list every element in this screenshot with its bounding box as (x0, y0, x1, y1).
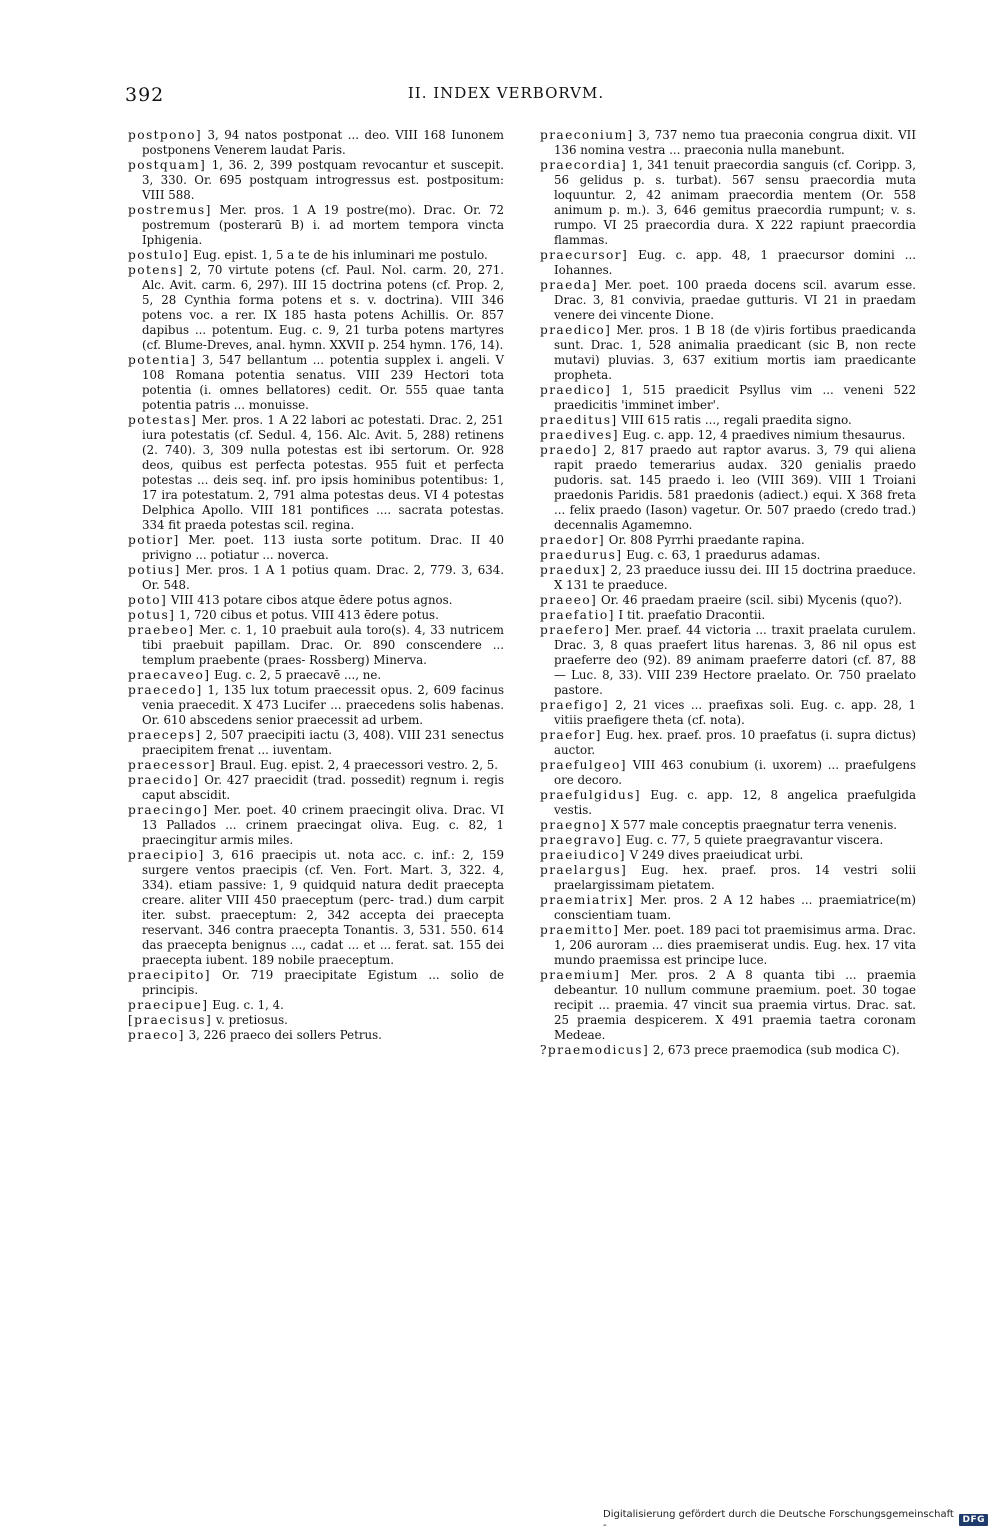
entry-lemma: postremus] (128, 203, 212, 217)
index-entry (128, 263, 504, 353)
entry-lemma: praefatio] (540, 608, 615, 622)
index-entry (128, 203, 504, 248)
entry-lemma: postquam] (128, 158, 207, 172)
entry-lemma: praefulgidus] (540, 788, 641, 802)
running-title: II. INDEX VERBORVM. (407, 84, 605, 102)
index-entry (128, 413, 504, 533)
entry-text: 2, 23 praeduce iussu dei. III 15 doctrina praeduce. X 131 te praeduce. (554, 563, 916, 592)
index-entry (128, 773, 504, 803)
entry-lemma: praedor] (540, 533, 606, 547)
entry-text: 2, 673 prece praemodica (sub modica C). (649, 1043, 900, 1057)
entry-lemma: praedives] (540, 428, 619, 442)
entry-text: Mer. poet. 40 crinem praecingit oliva. Drac. VI 13 Pallados ... crinem praecingat oliva. Eug. c. 82, 1 praecingitur armis miles. (142, 803, 504, 847)
index-entry (540, 923, 916, 968)
entry-lemma: praecaveo] (128, 668, 211, 682)
entry-lemma: potus] (128, 608, 176, 622)
entry-text: Eug. c. app. 12, 4 praedives nimium thesaurus. (618, 428, 906, 442)
entry-text: Mer. pros. 2 A 8 quanta tibi ... praemia debeantur. 10 nullum commune praemium. poet. 30 togae recipit ... praemia. 47 vincit sua praemia virtus. Drac. sat. 25 praemia despicerem. X 491 praemia taetra coronam Medeae. (554, 968, 916, 1042)
entry-lemma: [praecisus] (128, 1013, 213, 1027)
index-entry (540, 818, 916, 833)
index-entry (128, 668, 504, 683)
entry-text: v. pretiosus. (212, 1013, 288, 1027)
index-entry (540, 728, 916, 758)
entry-lemma: praecingo] (128, 803, 209, 817)
entry-lemma: postpono] (128, 128, 202, 142)
entry-text: Eug. c. 2, 5 praecavē ..., ne. (210, 668, 382, 682)
entry-lemma: praecedo] (128, 683, 203, 697)
entry-text: Eug. hex. praef. pros. 14 vestri solii praelargissimam pietatem. (554, 863, 916, 892)
entry-text: Braul. Eug. epist. 2, 4 praecessori vestro. 2, 5. (215, 758, 498, 772)
index-entry (540, 1043, 916, 1058)
entry-text: Mer. pros. 1 A 22 labori ac potestati. Drac. 2, 251 iura potestatis (cf. Sedul. 4, 156. Alc. Avit. 5, 288) retinens (2. 740). 3, 309 nulla potestas est ibi sertorum. Or. 928 deos, quibus est perfecta potestas. 955 fuit et perfecta potestas ... deis seq. inf. pro ipsis hominibus potentibus: 1, 17 ira potestatum. 2, 791 alma potestas deus. VI 4 potestas Delphica Apollo. VIII 181 pontifices .... sacrata potestas. 334 fit praeda potestas scil. regina. (142, 413, 504, 532)
entry-lemma: praecipito] (128, 968, 211, 982)
entry-lemma: potens] (128, 263, 184, 277)
entry-text: 2, 817 praedo aut raptor avarus. 3, 79 qui aliena rapit praedo temerarius audax. 320 genialis praedo pudoris. sat. 145 praedo i. leo (VIII 369). VIII 1 Troiani praedonis Paridis. 581 praedonis (adiect.) equi. X 368 freta ... felix praedo (Iason) vagetur. Or. 507 praedo (credo trad.) decennalis Agamemno. (554, 443, 916, 532)
entry-text: 3, 737 nemo tua praeconia congrua dixit. VII 136 nomina vestra ... praeconia nulla manebunt. (554, 128, 916, 157)
page-number: 392 (125, 84, 165, 106)
footer (603, 1509, 988, 1531)
entry-lemma: praemiatrix] (540, 893, 634, 907)
index-entry (128, 998, 504, 1013)
entry-lemma: praebeo] (128, 623, 195, 637)
entry-text: Eug. c. app. 12, 8 angelica praefulgida vestis. (554, 788, 916, 817)
entry-text: 3, 616 praecipis ut. nota acc. c. inf.: 2, 159 surgere ventos praecipis (cf. Ven. Fort. Mart. 3, 322. 4, 334). etiam passive: 1, 9 quidquid natura dedit praecepta creare. aliter VIII 450 praeceptum (perc- trad.) dum carpit iter. subst. praeceptum: 2, 342 accepta dei praecepta reservant. 346 contra praecepta Tonantis. 3, 531. 550. 614 das praecepta benignus ..., cadat ... et ... ferat. sat. 155 dei praecepta iubent. 189 nobile praeceptum. (142, 848, 504, 967)
entry-text: Eug. hex. praef. pros. 10 praefatus (i. supra dictus) auctor. (554, 728, 916, 757)
entry-lemma: praelargus] (540, 863, 628, 877)
index-entry (128, 248, 504, 263)
index-entry (540, 278, 916, 323)
index-entry (540, 698, 916, 728)
index-entry (540, 413, 916, 428)
index-entry (540, 128, 916, 158)
entry-text: Mer. pros. 2 A 12 habes ... praemiatrice(m) conscientiam tuam. (554, 893, 916, 922)
entry-lemma: praedurus] (540, 548, 623, 562)
entry-text: 1, 515 praedicit Psyllus vim ... veneni 522 praedicitis 'imminet imber'. (554, 383, 916, 412)
entry-text: 1, 135 lux totum praecessit opus. 2, 609 facinus venia praecedit. X 473 Lucifer ... praecedens solis habenas. Or. 610 abscedens senior praecessit ad urbem. (142, 683, 504, 727)
index-entry (540, 968, 916, 1043)
entry-text: 3, 94 natos postponat ... deo. VIII 168 Iunonem postponens Venerem laudat Paris. (142, 128, 504, 157)
index-entry (128, 1013, 504, 1028)
entry-lemma: praefulgeo] (540, 758, 627, 772)
entry-text: X 577 male conceptis praegnatur terra venenis. (607, 818, 898, 832)
entry-lemma: ?praemodicus] (540, 1043, 650, 1057)
right-column (540, 128, 916, 1058)
index-entry (128, 593, 504, 608)
entry-lemma: praecipue] (128, 998, 209, 1012)
entry-text: 2, 507 praecipiti iactu (3, 408). VIII 231 senectus praecipitem frenat ... iuventam. (142, 728, 504, 757)
entry-text: 1, 36. 2, 399 postquam revocantur et suscepit. 3, 330. Or. 695 postquam introgressus est. postpositum: VIII 588. (142, 158, 504, 202)
index-entry (540, 383, 916, 413)
entry-lemma: praegravo] (540, 833, 622, 847)
entry-text: Eug. c. app. 48, 1 praecursor domini ... Iohannes. (554, 248, 916, 277)
index-entry (540, 533, 916, 548)
entry-lemma: praedo] (540, 443, 598, 457)
entry-text: 1, 720 cibus et potus. VIII 413 ēdere potus. (175, 608, 439, 622)
entry-lemma: praecido] (128, 773, 200, 787)
index-entry (128, 758, 504, 773)
entry-lemma: praeco] (128, 1028, 185, 1042)
index-entry (128, 1028, 504, 1043)
index-entry (540, 608, 916, 623)
left-column (128, 128, 504, 1043)
index-entry (128, 683, 504, 728)
entry-text: 2, 21 vices ... praefixas soli. Eug. c. app. 28, 1 vitiis praefigere theta (cf. nota). (554, 698, 916, 727)
index-entry (128, 848, 504, 968)
entry-text: Mer. poet. 113 iusta sorte potitum. Drac. II 40 privigno ... potiatur ... noverca. (142, 533, 504, 562)
entry-text: Mer. pros. 1 A 19 postre(mo). Drac. Or. 72 postremum (posterarū B) i. ad mortem tempora vincta Iphigenia. (142, 203, 504, 247)
entry-lemma: praeditus] (540, 413, 618, 427)
index-entry (540, 248, 916, 278)
entry-lemma: praegno] (540, 818, 608, 832)
index-entry (540, 158, 916, 248)
index-entry (128, 968, 504, 998)
entry-lemma: praeconium] (540, 128, 634, 142)
footer-credit: Digitalisierung gefördert durch die Deutsche Forschungsgemeinschaft - (603, 1509, 954, 1531)
entry-lemma: praeceps] (128, 728, 202, 742)
dfg-logo: DFG (959, 1514, 988, 1526)
entry-text: Or. 46 praedam praeire (scil. sibi) Mycenis (quo?). (597, 593, 903, 607)
entry-lemma: praecessor] (128, 758, 216, 772)
index-entry (540, 848, 916, 863)
entry-lemma: praeda] (540, 278, 598, 292)
index-entry (128, 803, 504, 848)
index-entry (540, 788, 916, 818)
index-entry (128, 158, 504, 203)
entry-lemma: praemium] (540, 968, 621, 982)
index-entry (540, 623, 916, 698)
entry-text: Or. 719 praecipitate Egistum ... solio de principis. (142, 968, 504, 997)
entry-text: Mer. c. 1, 10 praebuit aula toro(s). 4, 33 nutricem tibi praebuit papillam. Drac. Or. 890 conscendere ... templum praebente (praes- Rossberg) Minerva. (142, 623, 504, 667)
entry-lemma: praecursor] (540, 248, 629, 262)
entry-lemma: praedico] (540, 323, 612, 337)
index-entry (128, 128, 504, 158)
entry-text: 3, 226 praeco dei sollers Petrus. (184, 1028, 382, 1042)
index-entry (540, 593, 916, 608)
index-entry (540, 323, 916, 383)
index-entry (128, 353, 504, 413)
page-header (125, 84, 887, 108)
index-entry (540, 443, 916, 533)
entry-lemma: potius] (128, 563, 181, 577)
entry-text: VIII 463 conubium (i. uxorem) ... praefulgens ore decoro. (554, 758, 916, 787)
entry-lemma: praemitto] (540, 923, 620, 937)
entry-text: Eug. epist. 1, 5 a te de his inluminari me postulo. (189, 248, 488, 262)
index-entry (128, 563, 504, 593)
entry-text: 2, 70 virtute potens (cf. Paul. Nol. carm. 20, 271. Alc. Avit. carm. 6, 297). III 15 doctrina potens (cf. Prop. 2, 5, 28 Cynthia forma potens et s. v. doctrina). VIII 346 potens voc. a rer. IX 185 hasta potens Achillis. Or. 857 dapibus ... potentum. Eug. c. 9, 21 turba potens martyres (cf. Blume-Dreves, anal. hymn. XXVII p. 254 hymn. 176, 14). (142, 263, 504, 352)
entry-text: Eug. c. 77, 5 quiete praegravantur viscera. (621, 833, 884, 847)
index-entry (128, 608, 504, 623)
entry-text: Or. 427 praecidit (trad. possedit) regnum i. regis caput abscidit. (142, 773, 504, 802)
index-entry (540, 563, 916, 593)
entry-lemma: postulo] (128, 248, 190, 262)
entry-lemma: potentia] (128, 353, 197, 367)
entry-lemma: praeeo] (540, 593, 598, 607)
index-entry (540, 863, 916, 893)
entry-text: Or. 808 Pyrrhi praedante rapina. (605, 533, 805, 547)
entry-text: I tit. praefatio Dracontii. (614, 608, 766, 622)
index-entry (128, 533, 504, 563)
index-entry (540, 833, 916, 848)
index-entry (128, 728, 504, 758)
entry-text: V 249 dives praeiudicat urbi. (625, 848, 804, 862)
entry-text: VIII 413 potare cibos atque ēdere potus agnos. (167, 593, 453, 607)
entry-lemma: praecipio] (128, 848, 205, 862)
index-entry (540, 428, 916, 443)
entry-lemma: praefero] (540, 623, 611, 637)
index-entry (540, 893, 916, 923)
entry-text: Eug. c. 63, 1 praedurus adamas. (622, 548, 821, 562)
index-entry (540, 758, 916, 788)
entry-text: Mer. poet. 100 praeda docens scil. avarum esse. Drac. 3, 81 convivia, praedae gutturis. VI 21 in praedam venere dei vincente Dione. (554, 278, 916, 322)
entry-lemma: poto] (128, 593, 168, 607)
entry-lemma: praedico] (540, 383, 612, 397)
entry-text: Mer. pros. 1 A 1 potius quam. Drac. 2, 779. 3, 634. Or. 548. (142, 563, 504, 592)
entry-lemma: praecordia] (540, 158, 628, 172)
entry-text: Mer. pros. 1 B 18 (de v)iris fortibus praedicanda sunt. Drac. 1, 528 animalia praedicant (sic B, non recte mutavi) pluvias. 3, 637 exitium mortis iam praedicante propheta. (554, 323, 916, 382)
entry-lemma: potior] (128, 533, 180, 547)
entry-lemma: praedux] (540, 563, 607, 577)
entry-text: Mer. poet. 189 paci tot praemisimus arma. Drac. 1, 206 auroram ... dies praemiserat undis. Eug. hex. 17 vita mundo praemissa est principe luce. (554, 923, 916, 967)
entry-text: Eug. c. 1, 4. (208, 998, 284, 1012)
index-entry (128, 623, 504, 668)
entry-lemma: praefor] (540, 728, 602, 742)
entry-text: 3, 547 bellantum ... potentia supplex i. angeli. V 108 Romana potentia senatus. VIII 239 Hectori tota potentia (i. omnes bellatores) cedit. Or. 555 quae tanta potentia patris ... monuisse. (142, 353, 504, 412)
entry-text: VIII 615 ratis ..., regali praedita signo. (617, 413, 852, 427)
entry-text: Mer. praef. 44 victoria ... traxit praelata curulem. Drac. 3, 8 quas praefert litus harenas. 3, 86 nil opus est praeferre deo (92). 89 animam praeferre datori (cf. 87, 88 — Luc. 8, 33). VIII 239 Hectore praelato. Or. 750 praelato pastore. (554, 623, 916, 697)
entry-lemma: potestas] (128, 413, 198, 427)
entry-lemma: praefigo] (540, 698, 610, 712)
index-entry (540, 548, 916, 563)
entry-text: 1, 341 tenuit praecordia sanguis (cf. Coripp. 3, 56 gelidus p. s. turbat). 567 sensu praecordia muta loquuntur. 2, 42 animam praecordia mentem (Or. 558 animum p. m.). 3, 646 gemitus praecordia rumpunt; v. s. rumpo. VI 25 praecordia dura. X 222 rapiunt praecordia flammas. (554, 158, 916, 247)
entry-lemma: praeiudico] (540, 848, 626, 862)
